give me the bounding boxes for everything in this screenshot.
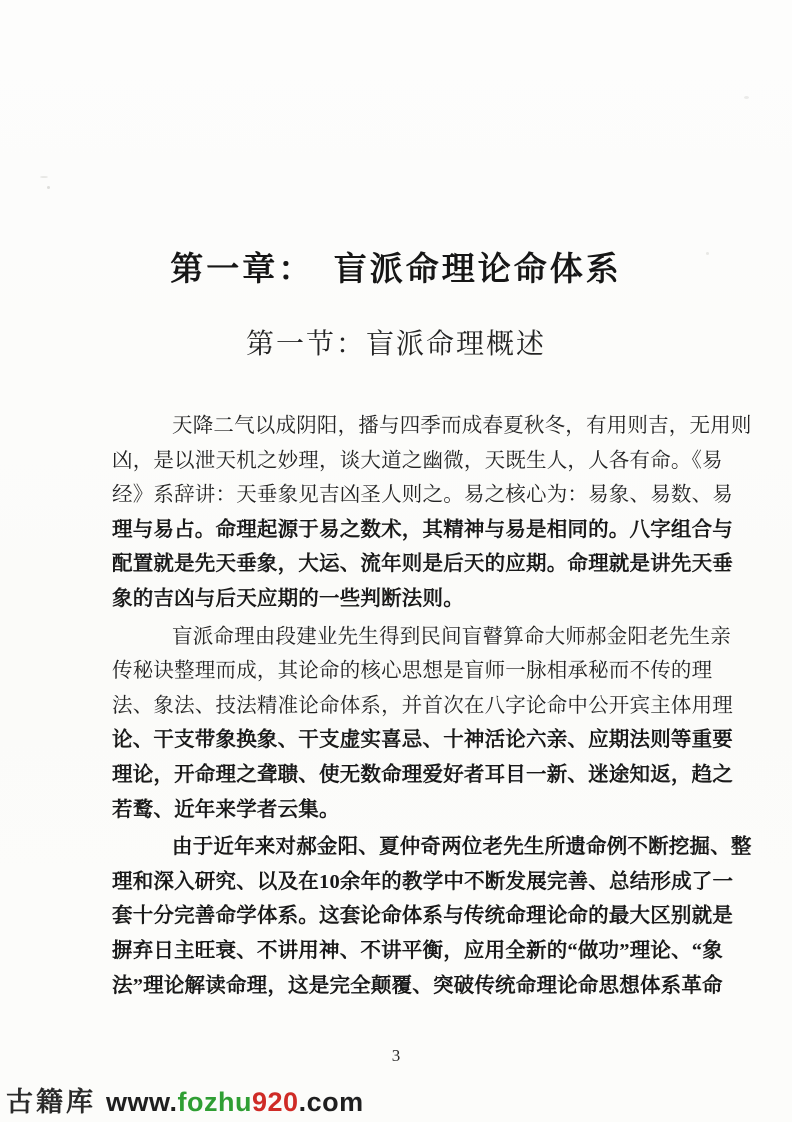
page-number: 3: [391, 1046, 401, 1065]
watermark-url-com: .com: [298, 1087, 364, 1117]
text-line: 若鹜、近年来学者云集。: [112, 798, 340, 821]
text-line: 天降二气以成阴阳，播与四季而成春夏秋冬，有用则吉，无用则: [172, 415, 752, 437]
paragraph-1: [112, 409, 752, 617]
text-line: 盲派命理由段建业先生得到民间盲瞽算命大师郝金阳老先生亲: [172, 625, 731, 648]
chapter-title: 第一章： 盲派命理论命体系: [170, 252, 622, 288]
text-line: 配置就是先天垂象，大运、流年则是后天的应期。命理就是讲先天垂: [112, 553, 733, 576]
watermark-url-www: www.: [106, 1087, 178, 1117]
watermark-url-920: 920: [252, 1087, 299, 1117]
scan-speck: [744, 96, 749, 99]
text-line: 理论，开命理之聋聩、使无数命理爱好者耳目一新、迷途知返，趋之: [112, 763, 733, 786]
section-title: 第一节：盲派命理概述: [245, 329, 546, 360]
paragraph-2: [112, 620, 733, 828]
paragraph-3: [112, 830, 752, 1003]
text-line: 理与易占。命理起源于易之数术，其精神与易是相同的。八字组合与: [112, 518, 733, 541]
text-line: 套十分完善命学体系。这套论命体系与传统命理论命的最大区别就是: [112, 905, 733, 928]
watermark: [6, 1080, 364, 1119]
text-line: 摒弃日主旺衰、不讲用神、不讲平衡，应用全新的“做功”理论、“象: [112, 939, 723, 962]
text-line: 论、干支带象换象、干支虚实喜忌、十神活论六亲、应期法则等重要: [112, 729, 733, 752]
watermark-url-fozhu: fozhu: [177, 1087, 252, 1117]
scan-speck: [47, 186, 50, 189]
body-text: [112, 409, 752, 1003]
text-line: 传秘诀整理而成，其论命的核心思想是盲师一脉相承秘而不传的理: [112, 660, 713, 683]
text-line: 法”理论解读命理，这是完全颠覆、突破传统命理论命思想体系革命: [112, 974, 723, 997]
watermark-library-name: 古籍库: [6, 1087, 96, 1117]
text-line: 由于近年来对郝金阳、夏仲奇两位老先生所遗命例不断挖掘、整: [172, 836, 752, 859]
text-line: 象的吉凶与后天应期的一些判断法则。: [112, 587, 464, 610]
scan-speck: [40, 176, 48, 178]
text-line: 经》系辞讲：天垂象见吉凶圣人则之。易之核心为：易象、易数、易: [112, 484, 733, 507]
text-line: 凶，是以泄天机之妙理，谈大道之幽微，天既生人，人各有命。《易: [112, 449, 723, 472]
text-line: 法、象法、技法精准论命体系，并首次在八字论命中公开宾主体用理: [112, 694, 733, 717]
text-line: 理和深入研究、以及在10余年的教学中不断发展完善、总结形成了一: [112, 870, 734, 893]
